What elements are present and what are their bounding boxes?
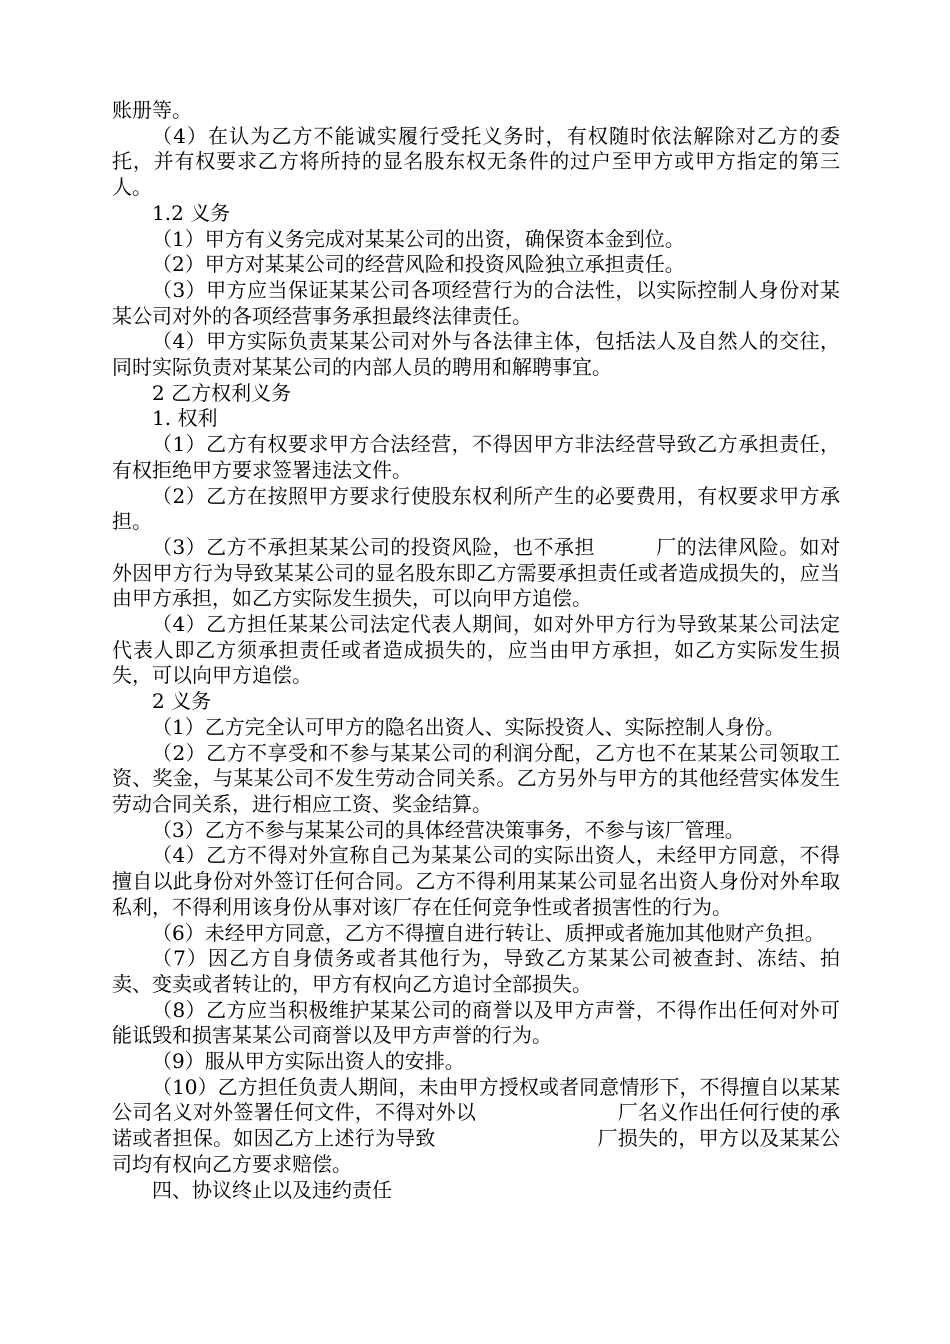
heading-party-b-rights: 1. 权利 [152,406,218,431]
heading-party-b-obligations: 2 义务 [152,689,212,714]
paragraph-party-a-right-4: （4）在认为乙方不能诚实履行受托义务时，有权随时依法解除对乙方的委托，并有权要求乙方将所持的显名股东权无条件的过户至甲方或甲方指定的第三人。 [112,123,840,200]
paragraph-party-a-obligation-3: （3）甲方应当保证某某公司各项经营行为的合法性，以实际控制人身份对某某公司对外的各项经营事务承担最终法律责任。 [112,277,840,328]
paragraph-party-b-right-1: （1）乙方有权要求甲方合法经营，不得因甲方非法经营导致乙方承担责任，有权拒绝甲方要求签署违法文件。 [112,432,840,482]
paragraph-party-a-obligation-4: （4）甲方实际负责某某公司对外与各法律主体，包括法人及自然人的交往，同时实际负责对某某公司的内部人员的聘用和解聘事宜。 [112,329,840,380]
document-body [112,98,840,1203]
paragraph-party-b-obligation-7: （7）因乙方自身债务或者其他行为，导致乙方某某公司被查封、冻结、拍卖、变卖或者转让的，甲方有权向乙方追讨全部损失。 [112,946,840,996]
paragraph-party-b-obligation-6: （6）未经甲方同意，乙方不得擅自进行转让、质押或者施加其他财产负担。 [152,920,825,945]
paragraph-party-b-obligation-8: （8）乙方应当积极维护某某公司的商誉以及甲方声誉，不得作出任何对外可能诋毁和损害某某公司商誉以及甲方声誉的行为。 [112,997,840,1048]
paragraph-party-a-obligation-2: （2）甲方对某某公司的经营风险和投资风险独立承担责任。 [152,252,685,277]
paragraph-party-b-right-3: （3）乙方不承担某某公司的投资风险，也不承担 厂的法律风险。如对外因甲方行为导致某某公司的显名股东即乙方需要承担责任或者造成损失的，应当由甲方承担，如乙方实际发生损失，可以向甲方追偿。 [112,534,840,611]
paragraph-party-b-obligation-10: （10）乙方担任负责人期间，未由甲方授权或者同意情形下，不得擅自以某某公司名义对外签署任何文件，不得对外以 厂名义作出任何行使的承诺或者担保。如因乙方上述行为导致 厂损失的，甲方以及某某公司均有权向乙方要求赔偿。 [112,1074,840,1176]
paragraph-party-b-obligation-2: （2）乙方不享受和不参与某某公司的利润分配，乙方也不在某某公司领取工资、奖金，与某某公司不发生劳动合同关系。乙方另外与甲方的其他经营实体发生劳动合同关系，进行相应工资、奖金结算。 [112,740,840,816]
heading-party-a-obligations: 1.2 义务 [152,200,231,225]
paragraph-party-b-right-2: （2）乙方在按照甲方要求行使股东权利所产生的必要费用，有权要求甲方承担。 [112,483,840,534]
paragraph-party-b-obligation-1: （1）乙方完全认可甲方的隐名出资人、实际投资人、实际控制人身份。 [152,714,785,739]
heading-termination-liability: 四、协议终止以及违约责任 [152,1177,392,1202]
heading-party-b: 2 乙方权利义务 [152,380,292,405]
paragraph-party-a-obligation-1: （1）甲方有义务完成对某某公司的出资，确保资本金到位。 [152,226,685,251]
paragraph-party-b-obligation-9: （9）服从甲方实际出资人的安排。 [152,1049,465,1074]
paragraph-party-b-obligation-4: （4）乙方不得对外宣称自己为某某公司的实际出资人，未经甲方同意，不得擅自以此身份对外签订任何合同。乙方不得利用某某公司显名出资人身份对外牟取私利，不得利用该身份从事对该厂存在任何竞争性或者损害性的行为。 [112,843,840,919]
paragraph-continuation: 账册等。 [112,98,192,122]
paragraph-party-b-right-4: （4）乙方担任某某公司法定代表人期间，如对外甲方行为导致某某公司法定代表人即乙方须承担责任或者造成损失的，应当由甲方承担，如乙方实际发生损失，可以向甲方追偿。 [112,612,840,688]
paragraph-party-b-obligation-3: （3）乙方不参与某某公司的具体经营决策事务，不参与该厂管理。 [152,817,745,842]
